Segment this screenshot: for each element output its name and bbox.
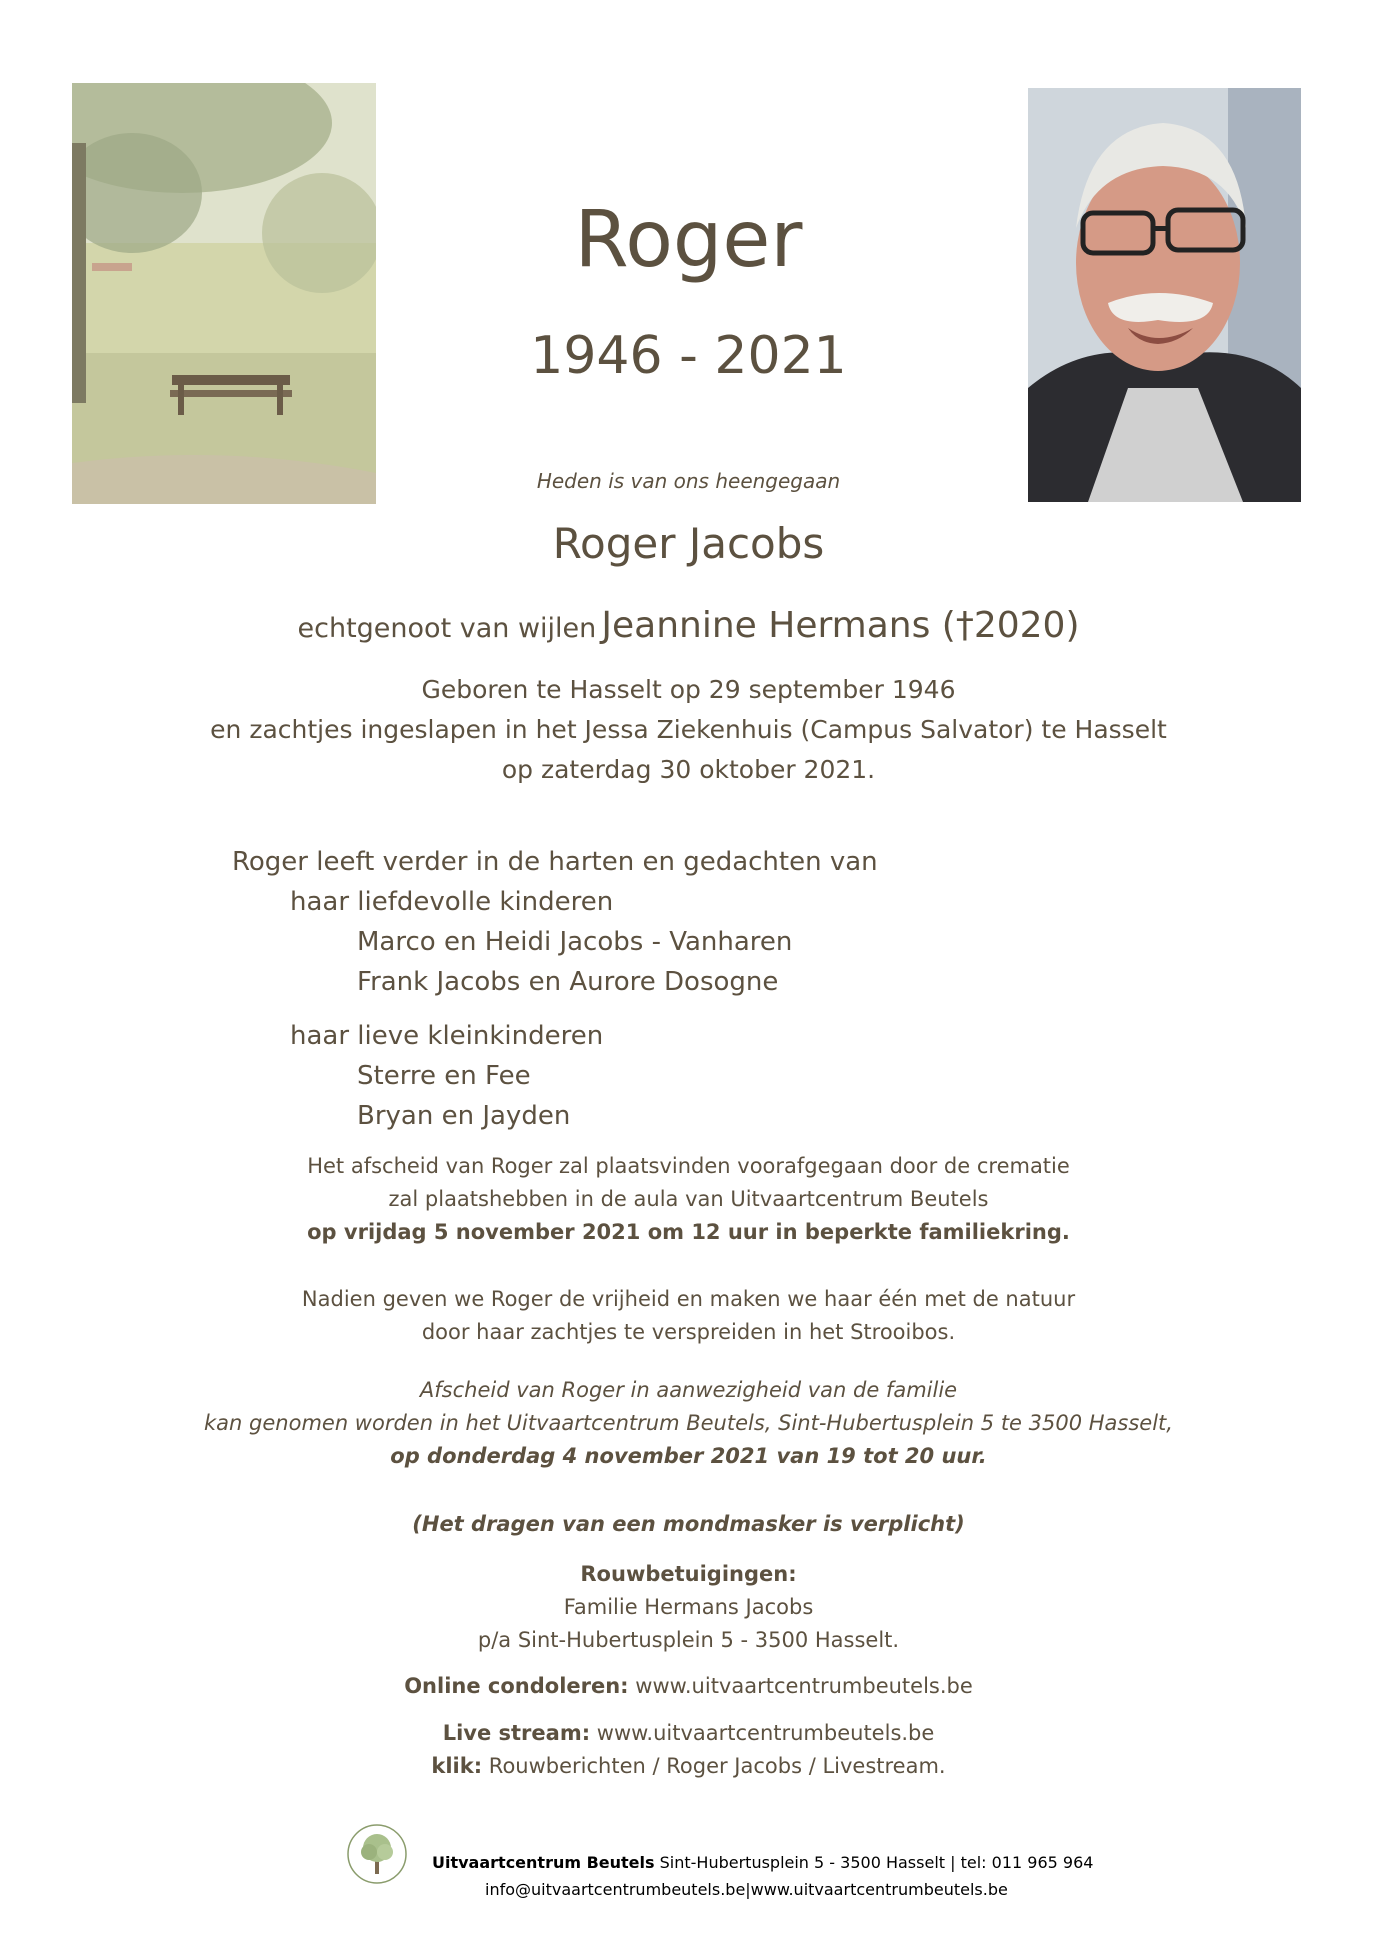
nature-line-1: Nadien geven we Roger de vrijheid en maken we haar één met de natuur [301,1287,1076,1311]
condolences-name: Familie Hermans Jacobs [563,1595,814,1619]
online-label: Online condoleren: [404,1674,629,1698]
portrait-photo [1028,88,1301,502]
footer-contact[interactable]: info@uitvaartcentrumbeutels.be|www.uitvaartcentrumbeutels.be [485,1880,1008,1899]
grandchildren-label: haar lieve kleinkinderen [290,1021,604,1051]
footer-address: Sint-Hubertusplein 5 - 3500 Hasselt | tel: 011 965 964 [659,1853,1094,1872]
grandchild-1: Sterre en Fee [357,1061,531,1091]
birth-line-1: Geboren te Hasselt op 29 september 1946 [421,675,956,704]
nature-line-2: door haar zachtjes te verspreiden in het Strooibos. [421,1320,956,1344]
spouse-name: Jeannine Hermans (†2020) [601,605,1080,646]
farewell-block [0,1150,1377,1249]
livestream-line [0,1717,1377,1750]
funeral-home-logo-icon [345,1822,409,1886]
online-line [0,1670,1377,1703]
farewell-line-2: zal plaatshebben in de aula van Uitvaartcentrum Beutels [388,1187,989,1211]
landscape-illustration [72,83,376,504]
birth-line-2: en zachtjes ingeslapen in het Jessa Ziekenhuis (Campus Salvator) te Hasselt [210,715,1167,744]
farewell-line-3: op vrijdag 5 november 2021 om 12 uur in beperkte familiekring. [307,1220,1070,1244]
click-line [0,1750,1377,1783]
visit-block [0,1374,1377,1473]
click-label: klik: [431,1754,483,1778]
click-path: Rouwberichten / Roger Jacobs / Livestream. [488,1754,946,1778]
livestream-label: Live stream: [442,1721,591,1745]
online-url[interactable]: www.uitvaartcentrumbeutels.be [635,1674,973,1698]
birth-line-3: op zaterdag 30 oktober 2021. [501,755,876,784]
child-2: Frank Jacobs en Aurore Dosogne [357,967,779,997]
condolences-label: Rouwbetuigingen: [580,1562,797,1586]
full-name: Roger Jacobs [552,519,825,568]
landscape-photo [72,83,376,504]
visit-line-1: Afscheid van Roger in aanwezigheid van de familie [419,1378,958,1402]
spouse-prefix: echtgenoot van wijlen [297,613,597,644]
visit-line-3: op donderdag 4 november 2021 van 19 tot 20 uur. [390,1444,987,1468]
condolences-address: p/a Sint-Hubertusplein 5 - 3500 Hasselt. [477,1628,900,1652]
children-label: haar liefdevolle kinderen [290,887,614,917]
portrait-illustration [1028,88,1301,502]
livestream-url[interactable]: www.uitvaartcentrumbeutels.be [596,1721,935,1745]
footer-company: Uitvaartcentrum Beutels [432,1853,655,1872]
family-intro: Roger leeft verder in de harten en gedachten van [232,847,878,877]
birth-block [0,670,1377,790]
years-heading: 1946 - 2021 [530,326,847,386]
first-name-heading: Roger [574,195,803,285]
condolences-block [0,1558,1377,1657]
spouse-line [0,602,1377,656]
nature-block [0,1283,1377,1349]
mask-notice: (Het dragen van een mondmasker is verplicht) [412,1512,965,1536]
visit-line-2: kan genomen worden in het Uitvaartcentrum Beutels, Sint-Hubertusplein 5 te 3500 Hasselt, [204,1411,1173,1435]
footer-company-line [432,1850,1093,1876]
child-1: Marco en Heidi Jacobs - Vanharen [357,927,793,957]
grandchild-2: Bryan en Jayden [357,1101,571,1131]
farewell-line-1: Het afscheid van Roger zal plaatsvinden voorafgegaan door de crematie [307,1154,1070,1178]
intro-text: Heden is van ons heengegaan [536,469,841,493]
